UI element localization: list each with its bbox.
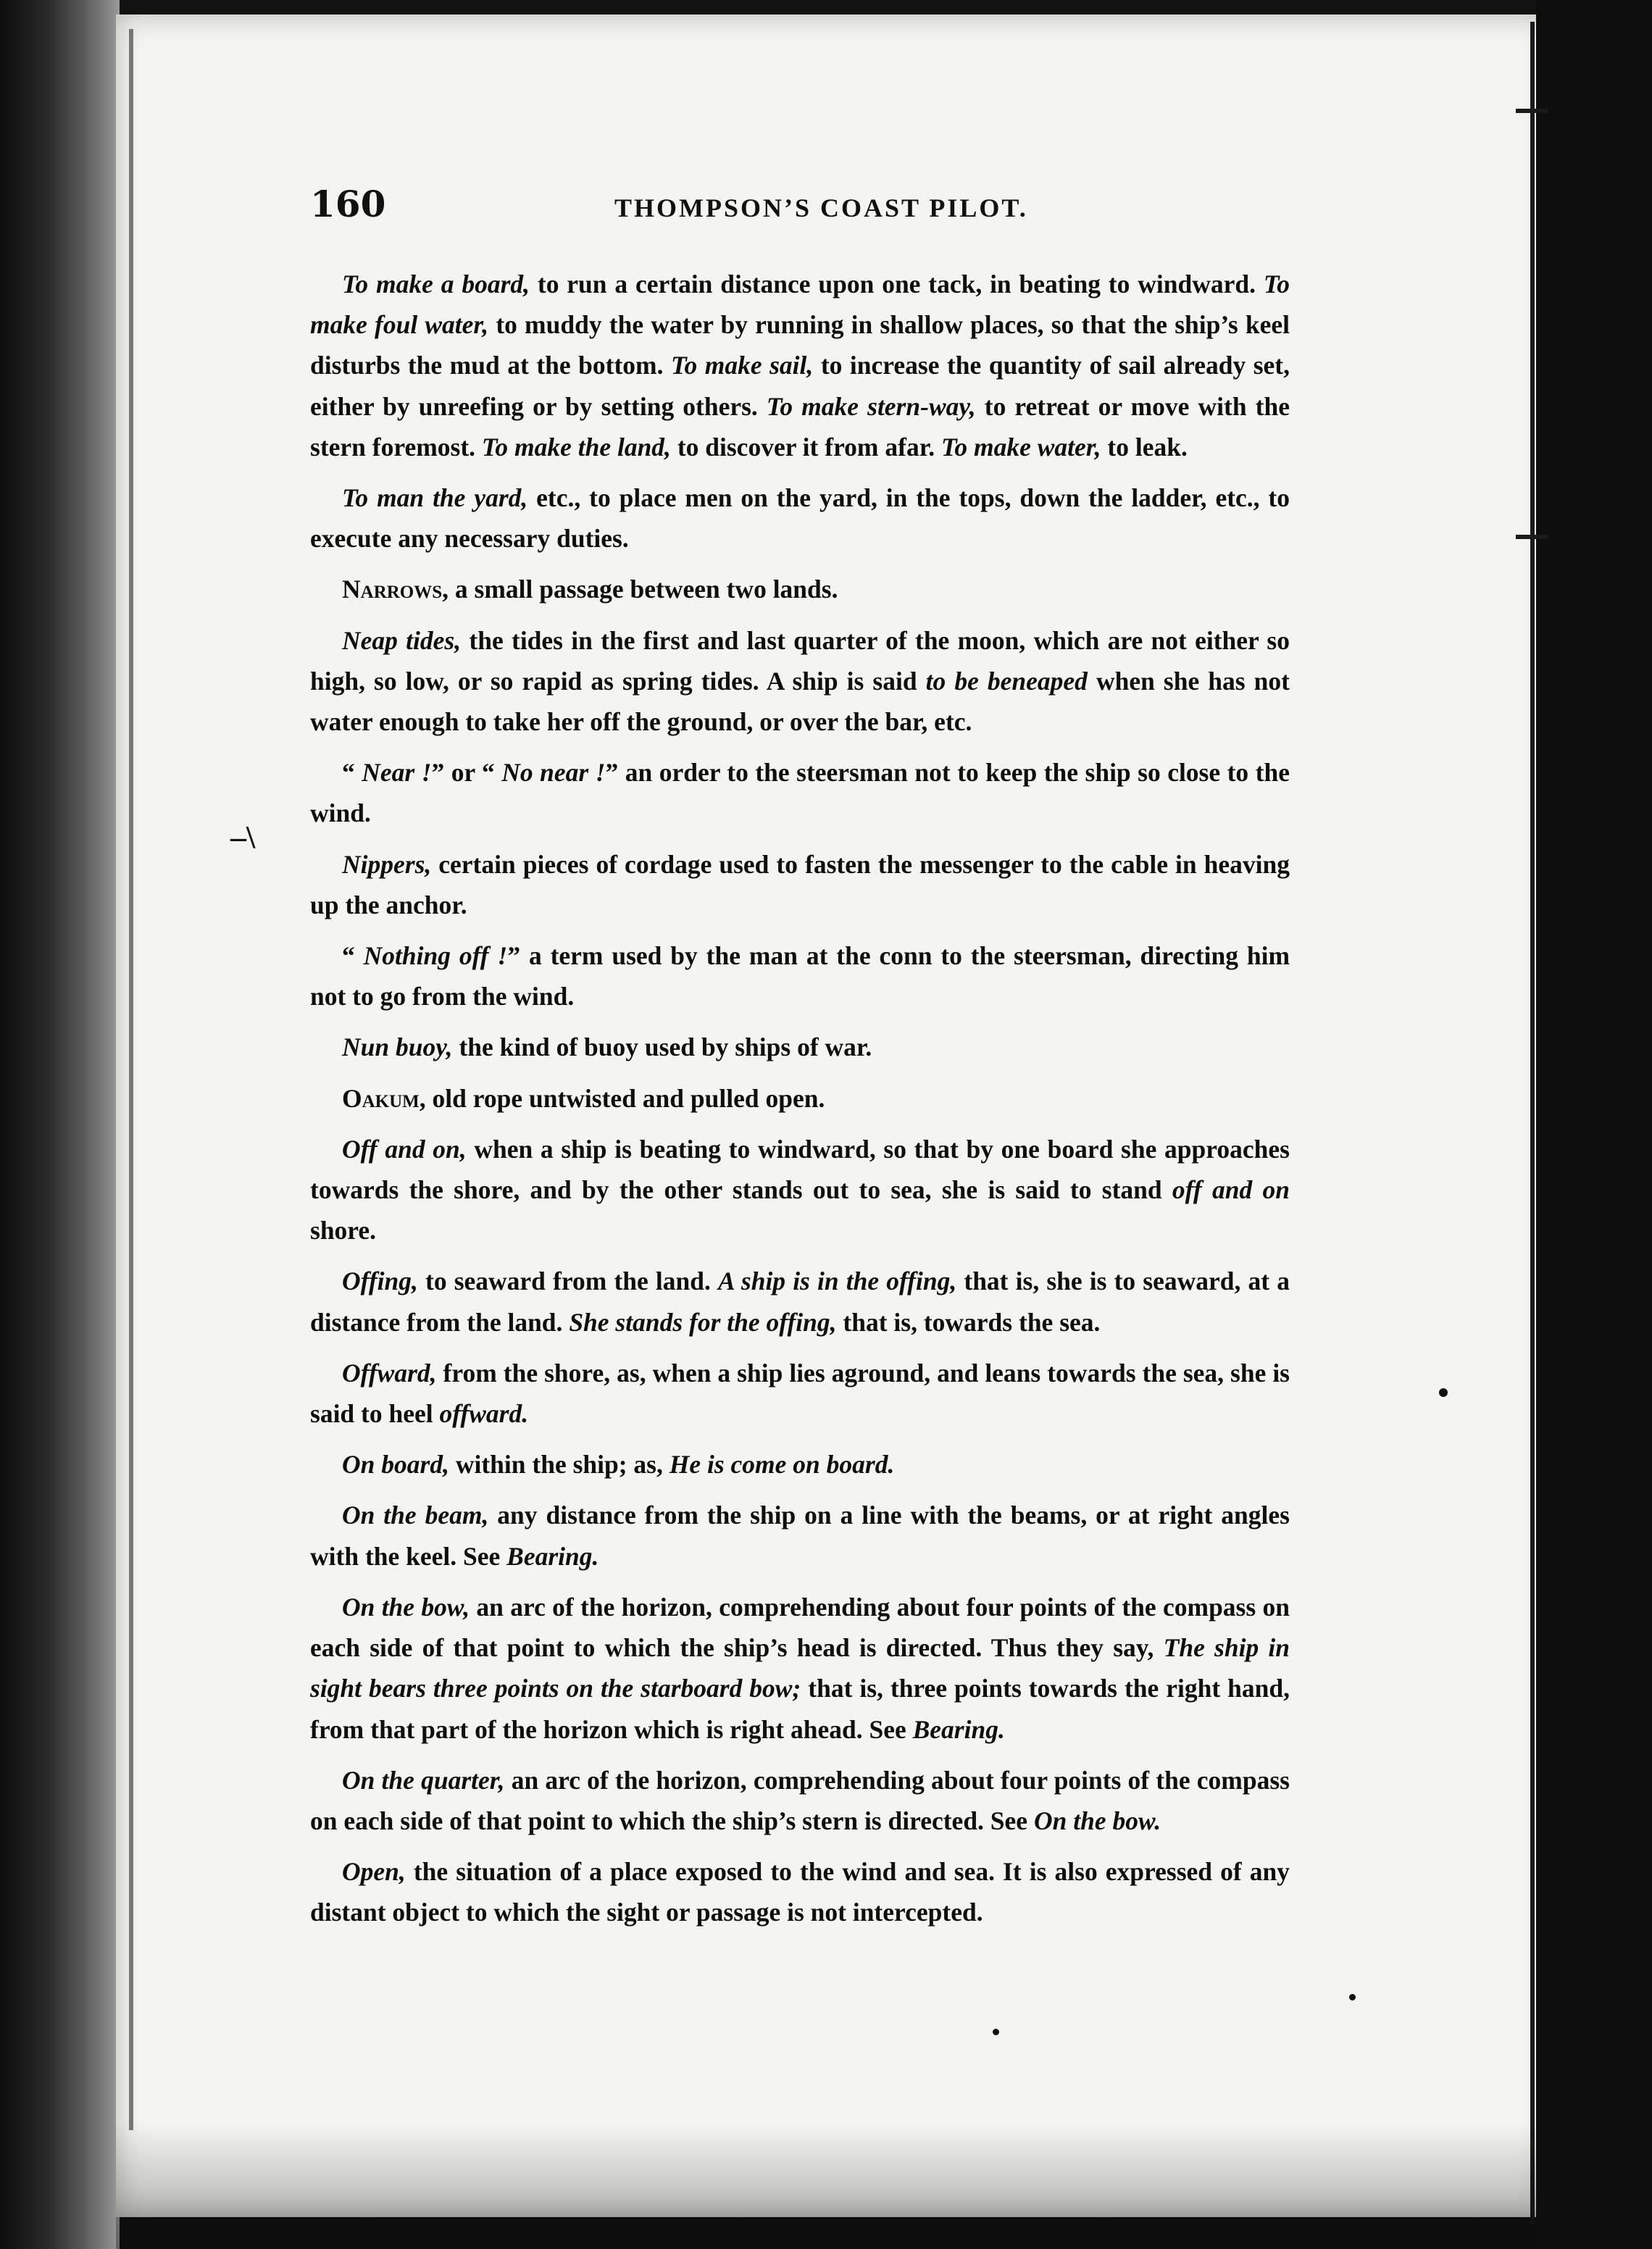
glossary-entry [310,844,1290,925]
entry-text: from the shore, as, when a ship lies aground, and leans towards the sea, she is said to heel [310,1358,1290,1429]
entry-term: On the quarter, [342,1765,505,1795]
glossary-entry [310,1078,1290,1119]
ink-speck [1439,1388,1448,1397]
entry-term: Offward, [342,1358,437,1388]
glossary-entry [310,1495,1290,1576]
entry-text: shore. [310,1216,377,1245]
entry-text: the tides in the first and last quarter of the moon, which are not either so high, so low, or so rapid as spring tides. A ship is said [310,625,1290,696]
entry-text: to discover it from afar. [670,432,941,462]
entry-term: Bearing. [506,1541,599,1571]
glossary-entry [310,1851,1290,1932]
glossary-entry [310,569,1290,609]
entry-text: that is, towards the sea. [836,1307,1101,1337]
entry-text: ” or “ [431,758,502,788]
entry-term: A ship is in the offing, [718,1267,957,1296]
entry-term: Off and on, [342,1134,467,1164]
glossary-entry [310,477,1290,559]
entry-text: certain pieces of cordage used to fasten the messenger to the cable in heaving up the anchor. [310,849,1290,919]
entry-term: Near ! [362,758,432,788]
entry-text: any distance from the ship on a line with the beams, or at right angles with the keel. See [310,1501,1290,1571]
glossary-body [310,264,1290,1943]
entry-term: No near ! [501,758,606,788]
entry-text: the situation of a place exposed to the wind and sea. It is also expressed of any distant object to which the sight or passage is not intercepted. [310,1857,1290,1927]
fold-tick-mark [1516,535,1548,539]
glossary-entry [310,1261,1290,1342]
entry-text: to increase the quantity of sail already set, either by unreefing or by setting others. [310,351,1290,421]
entry-term: She stands for the offing, [569,1307,837,1337]
entry-term: Nun buoy, [342,1032,453,1062]
page-number: 160 [310,183,386,225]
entry-term: To make a board, [342,270,530,299]
running-title: THOMPSON’S COAST PILOT. [614,193,1028,222]
entry-term: off and on [1172,1175,1290,1205]
ink-speck [1349,1994,1356,2000]
entry-term: To make sail, [671,351,814,380]
entry-text: within the ship; as, [449,1450,669,1480]
gutter-line [129,29,133,2130]
glossary-entry [310,1444,1290,1485]
entry-text: that is, she is to seaward, at a distance from the land. [310,1267,1290,1337]
facing-page-edge [1536,0,1652,2249]
entry-term: The ship in sight bears three points on the starboard bow; [310,1633,1290,1703]
entry-text: to retreat or move with the stern foremost. [310,391,1290,462]
glossary-entry [310,935,1290,1017]
entry-term: Neap tides, [342,625,462,655]
glossary-entry [310,1760,1290,1841]
entry-text: “ [342,758,362,788]
entry-term: offward. [439,1399,529,1429]
entry-term: On the bow, [342,1592,470,1622]
glossary-entry [310,620,1290,743]
entry-term: Open, [342,1857,406,1887]
page-bottom-shadow [116,2123,1536,2249]
entry-term: On the bow. [1033,1806,1161,1835]
fold-tick-mark [1516,109,1548,113]
glossary-entry [310,264,1290,467]
entry-text: etc., to place men on the yard, in the tops, down the ladder, etc., to execute any necessary duties. [310,483,1290,554]
entry-term: To make foul water, [310,270,1290,340]
entry-term: To make water, [940,432,1101,462]
entry-term: Bearing. [912,1714,1005,1744]
entry-term: On board, [342,1450,449,1480]
entry-term: Nippers, [342,849,432,879]
book-binding-left [0,0,120,2249]
entry-text: ” an order to the steersman not to keep the ship so close to the wind. [310,758,1290,828]
entry-term: to be beneaped [925,666,1088,696]
entry-term: To make the land, [481,432,671,462]
entry-text: “ [342,941,364,971]
entry-text: that is, three points towards the right hand, from that part of the horizon which is right ahead. See [310,1674,1290,1744]
glossary-entry [310,1353,1290,1434]
entry-term: To make stern-way, [766,391,976,421]
margin-annotation: –\ [230,819,256,855]
entry-text: to leak. [1101,432,1188,462]
entry-text: an arc of the horizon, comprehending about four points of the compass on each side of that point to which the ship’s head is directed. Thus they say, [310,1592,1290,1663]
entry-text: the kind of buoy used by ships of war. [452,1032,872,1062]
entry-term: On the beam, [342,1501,489,1530]
page-fold-line [1530,22,1535,2224]
entry-text: to seaward from the land. [417,1267,719,1296]
entry-term: He is come on board. [669,1450,895,1480]
page-header [310,183,1281,241]
glossary-entry [310,1587,1290,1750]
glossary-entry [310,1027,1290,1067]
glossary-entry [310,752,1290,833]
entry-text: when a ship is beating to windward, so that by one board she approaches towards the shore, and by the other stands out to sea, she is said to stand [310,1134,1290,1205]
entry-headword: Narrows, [342,575,449,604]
entry-text: a small passage between two lands. [449,575,838,604]
entry-headword: Oakum, [342,1083,426,1113]
entry-text: to muddy the water by running in shallow places, so that the ship’s keel disturbs the mud at the bottom. [310,310,1290,380]
ink-speck [993,2029,999,2035]
entry-term: Offing, [342,1267,418,1296]
entry-text: ” a term used by the man at the conn to the steersman, directing him not to go from the wind. [310,941,1290,1011]
entry-text: an arc of the horizon, comprehending about four points of the compass on each side of that point to which the ship’s stern is directed. See [310,1765,1290,1835]
entry-term: Nothing off ! [363,941,508,971]
entry-text: to run a certain distance upon one tack, in beating to windward. [530,270,1264,299]
entry-text: old rope untwisted and pulled open. [425,1083,825,1113]
glossary-entry [310,1129,1290,1251]
entry-term: To man the yard, [342,483,528,513]
entry-text: when she has not water enough to take her off the ground, or over the bar, etc. [310,666,1290,737]
